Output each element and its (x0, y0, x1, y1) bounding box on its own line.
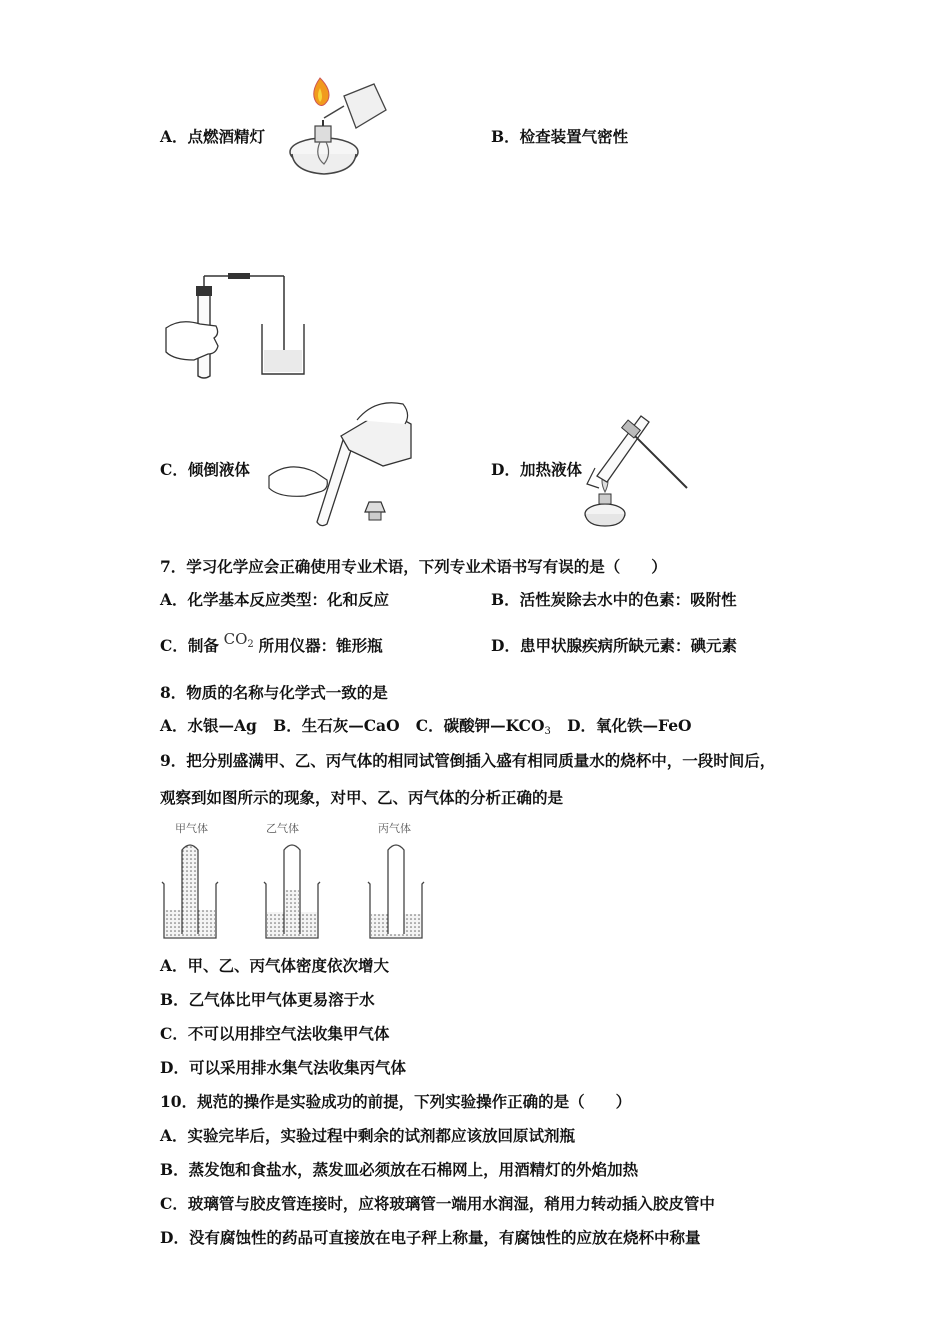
q7-option-c-prefix: C．制备 (160, 636, 219, 655)
q9-option-b: B．乙气体比甲气体更易溶于水 (160, 990, 375, 1009)
pouring-liquid-illustration (265, 394, 415, 526)
q7-option-b: B．活性炭除去水中的色素：吸附性 (491, 590, 737, 609)
q10-option-b: B．蒸发饱和食盐水，蒸发皿必须放在石棉网上，用酒精灯的外焰加热 (160, 1160, 639, 1179)
q8-option-b: B．生石灰—CaO (273, 716, 400, 735)
q8-option-a: A．水银—Ag (160, 716, 257, 735)
q9-option-c: C．不可以用排空气法收集甲气体 (160, 1024, 390, 1043)
airtightness-check-illustration (160, 268, 310, 380)
q7-option-c (160, 630, 383, 662)
q8-options (160, 716, 692, 742)
heating-liquid-illustration (583, 410, 693, 528)
alcohol-lamp-lighting-illustration (284, 76, 394, 180)
q9-label-jia: 甲气体 (175, 822, 208, 835)
q9-label-bing: 丙气体 (378, 822, 411, 835)
q10-option-d: D．没有腐蚀性的药品可直接放在电子秤上称量，有腐蚀性的应放在烧杯中称量 (160, 1228, 701, 1247)
q8-option-c: C．碳酸钾$—KCO_3$ (415, 716, 551, 737)
q10-stem: 10．规范的操作是实验成功的前提，下列实验操作正确的是（ ） (160, 1092, 632, 1111)
q9-stem-line1: 9．把分别盛满甲、乙、丙气体的相同试管倒插入盛有相同质量水的烧杯中，一段时间后， (160, 751, 776, 770)
q9-stem-line2: 观察到如图所示的现象，对甲、乙、丙气体的分析正确的是 (160, 788, 564, 807)
q7-option-c-suffix: 所用仪器：锥形瓶 (258, 636, 383, 655)
q6-option-c: C．倾倒液体 (160, 460, 250, 479)
q9-option-a: A．甲、乙、丙气体密度依次增大 (160, 956, 390, 975)
q7-stem: 7．学习化学应会正确使用专业术语，下列专业术语书写有误的是（ ） (160, 557, 667, 576)
gas-beakers-illustration (158, 838, 438, 946)
q6-option-b: B．检查装置气密性 (491, 127, 629, 146)
q9-label-yi: 乙气体 (266, 822, 299, 835)
q9-option-d: D．可以采用排水集气法收集丙气体 (160, 1058, 406, 1077)
q7-option-d: D．患甲状腺疾病所缺元素：碘元素 (491, 636, 737, 655)
q10-option-a: A．实验完毕后，实验过程中剩余的试剂都应该放回原试剂瓶 (160, 1126, 576, 1145)
q7-co2-formula: $CO_2$ (223, 630, 254, 650)
q6-option-a: A．点燃酒精灯 (160, 127, 266, 146)
q6-option-d: D．加热液体 (491, 460, 582, 479)
q8-option-d: D．氧化铁—FeO (567, 716, 692, 735)
q8-stem: 8．物质的名称与化学式一致的是 (160, 683, 388, 702)
q10-option-c: C．玻璃管与胶皮管连接时，应将玻璃管一端用水润湿，稍用力转动插入胶皮管中 (160, 1194, 715, 1213)
q7-option-a: A．化学基本反应类型：化和反应 (160, 590, 390, 609)
